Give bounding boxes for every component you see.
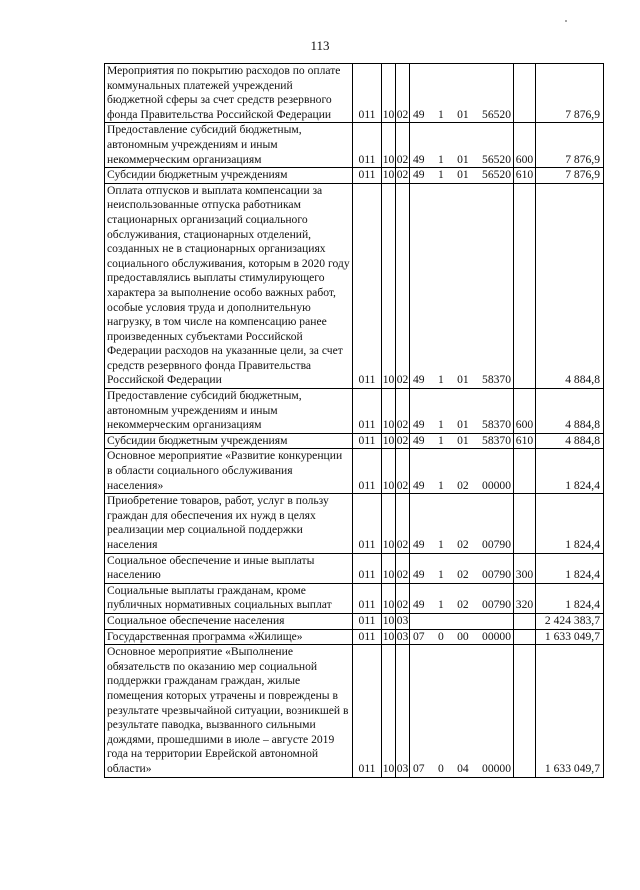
row-target-code bbox=[410, 123, 514, 168]
target-code-part: 00 bbox=[457, 629, 469, 643]
row-expense-type: 600 bbox=[514, 123, 536, 168]
target-code-part: 00790 bbox=[482, 538, 511, 551]
row-section: 10 bbox=[382, 168, 396, 184]
target-code-part: 01 bbox=[457, 373, 469, 387]
target-code-part: 49 bbox=[413, 568, 425, 582]
target-code-part: 58370 bbox=[482, 433, 511, 447]
target-code-parts bbox=[412, 598, 513, 613]
target-code-part: 1 bbox=[437, 568, 444, 582]
target-code-part: 49 bbox=[413, 478, 425, 492]
table-row bbox=[105, 168, 604, 184]
target-code-parts bbox=[412, 434, 513, 449]
row-ministry: 011 bbox=[353, 613, 382, 629]
table-row bbox=[105, 629, 604, 645]
row-expense-type: 300 bbox=[514, 553, 536, 583]
table-row bbox=[105, 645, 604, 777]
row-name: Социальные выплаты гражданам, кроме публичных нормативных социальных выплат bbox=[105, 583, 353, 613]
table-row bbox=[105, 64, 604, 123]
row-name: Субсидии бюджетным учреждениям bbox=[105, 433, 353, 449]
table-row bbox=[105, 123, 604, 168]
row-subsection: 02 bbox=[396, 389, 410, 434]
table-row bbox=[105, 553, 604, 583]
row-subsection: 02 bbox=[396, 553, 410, 583]
row-amount: 4 884,8 bbox=[536, 433, 604, 449]
row-amount: 1 824,4 bbox=[536, 583, 604, 613]
row-name: Приобретение товаров, работ, услуг в пользу граждан для обеспечения их нужд в целях реализации мер социальной поддержки населения bbox=[105, 494, 353, 553]
row-ministry: 011 bbox=[353, 64, 382, 123]
row-ministry: 011 bbox=[353, 433, 382, 449]
row-subsection: 03 bbox=[396, 629, 410, 645]
row-expense-type: 600 bbox=[514, 389, 536, 434]
target-code-part: 49 bbox=[413, 433, 425, 447]
table-row bbox=[105, 183, 604, 388]
row-section: 10 bbox=[382, 123, 396, 168]
row-target-code bbox=[410, 433, 514, 449]
row-target-code bbox=[410, 389, 514, 434]
target-code-part: 02 bbox=[457, 568, 469, 582]
target-code-part: 49 bbox=[413, 538, 425, 551]
page-number: 113 bbox=[310, 38, 330, 53]
row-target-code bbox=[410, 629, 514, 645]
target-code-parts bbox=[412, 168, 513, 183]
row-target-code bbox=[410, 64, 514, 123]
row-subsection: 02 bbox=[396, 583, 410, 613]
row-section: 10 bbox=[382, 389, 396, 434]
target-code-part: 56520 bbox=[482, 107, 511, 121]
target-code-parts bbox=[412, 153, 513, 168]
row-ministry: 011 bbox=[353, 645, 382, 777]
row-section: 10 bbox=[382, 183, 396, 388]
row-name: Социальное обеспечение и иные выплаты населению bbox=[105, 553, 353, 583]
row-expense-type bbox=[514, 449, 536, 494]
target-code-part: 49 bbox=[413, 373, 425, 387]
target-code-part: 1 bbox=[437, 433, 444, 447]
target-code-part: 02 bbox=[457, 598, 469, 612]
row-target-code bbox=[410, 449, 514, 494]
row-amount: 7 876,9 bbox=[536, 123, 604, 168]
table-row bbox=[105, 433, 604, 449]
row-expense-type bbox=[514, 494, 536, 553]
target-code-part: 01 bbox=[457, 418, 469, 432]
budget-table bbox=[104, 63, 604, 778]
table-row bbox=[105, 613, 604, 629]
row-amount: 1 824,4 bbox=[536, 494, 604, 553]
target-code-part: 00000 bbox=[482, 478, 511, 492]
target-code-parts bbox=[412, 762, 513, 777]
row-amount: 1 633 049,7 bbox=[536, 629, 604, 645]
row-subsection: 03 bbox=[396, 613, 410, 629]
target-code-part: 0 bbox=[437, 761, 444, 775]
row-name: Оплата отпусков и выплата компенсации за неиспользованные отпуска работникам стационарных организаций социального обслуживания, стационарных отделений, созданных не в стационарных организациях социального обслуживания, которым в 2020 году предоставлялись выплаты стимулирующего характера за выполнение особо важных работ, особые условия труда и дополнительную нагрузку, в том числе на компенсацию ранее произведенных субъектами Российской Федерации расходов на указанные цели, за счет средств резервного фонда Правительства Российской Федерации bbox=[105, 183, 353, 388]
row-target-code bbox=[410, 613, 514, 629]
table-row bbox=[105, 449, 604, 494]
target-code-part: 1 bbox=[437, 478, 444, 492]
target-code-part: 58370 bbox=[482, 373, 511, 387]
target-code-part: 49 bbox=[413, 598, 425, 612]
row-amount: 4 884,8 bbox=[536, 389, 604, 434]
row-ministry: 011 bbox=[353, 553, 382, 583]
target-code-part: 1 bbox=[437, 168, 444, 182]
target-code-parts bbox=[412, 538, 513, 553]
target-code-part: 00000 bbox=[482, 761, 511, 775]
target-code-part: 1 bbox=[437, 538, 444, 551]
target-code-part: 1 bbox=[437, 152, 444, 166]
row-expense-type bbox=[514, 629, 536, 645]
row-subsection: 02 bbox=[396, 449, 410, 494]
row-expense-type bbox=[514, 64, 536, 123]
target-code-part: 1 bbox=[437, 107, 444, 121]
target-code-parts bbox=[412, 479, 513, 494]
row-subsection: 02 bbox=[396, 433, 410, 449]
target-code-parts bbox=[412, 568, 513, 583]
row-section: 10 bbox=[382, 583, 396, 613]
row-ministry: 011 bbox=[353, 449, 382, 494]
row-subsection: 02 bbox=[396, 64, 410, 123]
row-section: 10 bbox=[382, 494, 396, 553]
row-name: Субсидии бюджетным учреждениям bbox=[105, 168, 353, 184]
target-code-part: 0 bbox=[437, 629, 444, 643]
row-amount: 7 876,9 bbox=[536, 168, 604, 184]
row-section: 10 bbox=[382, 629, 396, 645]
row-target-code bbox=[410, 494, 514, 553]
target-code-parts bbox=[412, 108, 513, 123]
row-amount: 1 824,4 bbox=[536, 449, 604, 494]
row-subsection: 03 bbox=[396, 645, 410, 777]
row-target-code bbox=[410, 645, 514, 777]
target-code-parts bbox=[412, 418, 513, 433]
row-expense-type: 320 bbox=[514, 583, 536, 613]
row-ministry: 011 bbox=[353, 123, 382, 168]
row-section: 10 bbox=[382, 613, 396, 629]
target-code-part: 49 bbox=[413, 418, 425, 432]
row-ministry: 011 bbox=[353, 494, 382, 553]
target-code-part: 1 bbox=[437, 418, 444, 432]
row-expense-type: 610 bbox=[514, 168, 536, 184]
target-code-part: 04 bbox=[457, 761, 469, 775]
target-code-part: 00790 bbox=[482, 568, 511, 582]
target-code-part: 1 bbox=[437, 598, 444, 612]
target-code-parts bbox=[412, 630, 513, 645]
row-expense-type: 610 bbox=[514, 433, 536, 449]
row-amount: 2 424 383,7 bbox=[536, 613, 604, 629]
target-code-part: 58370 bbox=[482, 418, 511, 432]
row-section: 10 bbox=[382, 433, 396, 449]
row-name: Предоставление субсидий бюджетным, автономным учреждениям и иным некоммерческим организациям bbox=[105, 389, 353, 434]
target-code-part: 01 bbox=[457, 107, 469, 121]
row-target-code bbox=[410, 553, 514, 583]
row-ministry: 011 bbox=[353, 168, 382, 184]
target-code-parts bbox=[412, 373, 513, 388]
target-code-part: 00000 bbox=[482, 629, 511, 643]
row-expense-type bbox=[514, 183, 536, 388]
row-section: 10 bbox=[382, 449, 396, 494]
row-target-code bbox=[410, 168, 514, 184]
row-target-code bbox=[410, 183, 514, 388]
target-code-part: 56520 bbox=[482, 168, 511, 182]
target-code-part: 49 bbox=[413, 107, 425, 121]
target-code-part: 01 bbox=[457, 152, 469, 166]
row-name: Государственная программа «Жилище» bbox=[105, 629, 353, 645]
target-code-part: 02 bbox=[457, 538, 469, 551]
row-expense-type bbox=[514, 613, 536, 629]
row-section: 10 bbox=[382, 645, 396, 777]
target-code-part: 07 bbox=[413, 629, 425, 643]
target-code-part: 49 bbox=[413, 152, 425, 166]
row-amount: 4 884,8 bbox=[536, 183, 604, 388]
target-code-part: 02 bbox=[457, 478, 469, 492]
scan-speck bbox=[565, 20, 567, 22]
target-code-part: 49 bbox=[413, 168, 425, 182]
row-ministry: 011 bbox=[353, 389, 382, 434]
row-ministry: 011 bbox=[353, 583, 382, 613]
budget-table-body bbox=[105, 64, 604, 778]
row-subsection: 02 bbox=[396, 183, 410, 388]
row-name: Основное мероприятие «Выполнение обязательств по оказанию мер социальной поддержки гражданам граждан, жилые помещения которых утрачены и повреждены в результате чрезвычайной ситуации, возникшей в результате паводка, вызванного сильными дождями, прошедшими в июле – августе 2019 года на территории Еврейской автономной области» bbox=[105, 645, 353, 777]
row-expense-type bbox=[514, 645, 536, 777]
row-name: Мероприятия по покрытию расходов по оплате коммунальных платежей учреждений бюджетной сферы за счет средств резервного фонда Правительства Российской Федерации bbox=[105, 64, 353, 123]
target-code-part: 56520 bbox=[482, 152, 511, 166]
row-amount: 1 824,4 bbox=[536, 553, 604, 583]
row-amount: 1 633 049,7 bbox=[536, 645, 604, 777]
table-row bbox=[105, 494, 604, 553]
row-section: 10 bbox=[382, 64, 396, 123]
target-code-part: 01 bbox=[457, 168, 469, 182]
row-amount: 7 876,9 bbox=[536, 64, 604, 123]
row-target-code bbox=[410, 583, 514, 613]
row-name: Предоставление субсидий бюджетным, автономным учреждениям и иным некоммерческим организациям bbox=[105, 123, 353, 168]
row-ministry: 011 bbox=[353, 629, 382, 645]
row-subsection: 02 bbox=[396, 494, 410, 553]
row-section: 10 bbox=[382, 553, 396, 583]
target-code-part: 01 bbox=[457, 433, 469, 447]
table-row bbox=[105, 389, 604, 434]
target-code-part: 00790 bbox=[482, 598, 511, 612]
row-subsection: 02 bbox=[396, 123, 410, 168]
row-ministry: 011 bbox=[353, 183, 382, 388]
row-name: Основное мероприятие «Развитие конкуренции в области социального обслуживания населения» bbox=[105, 449, 353, 494]
row-subsection: 02 bbox=[396, 168, 410, 184]
table-row bbox=[105, 583, 604, 613]
target-code-part: 1 bbox=[437, 373, 444, 387]
row-name: Социальное обеспечение населения bbox=[105, 613, 353, 629]
target-code-part: 07 bbox=[413, 761, 425, 775]
